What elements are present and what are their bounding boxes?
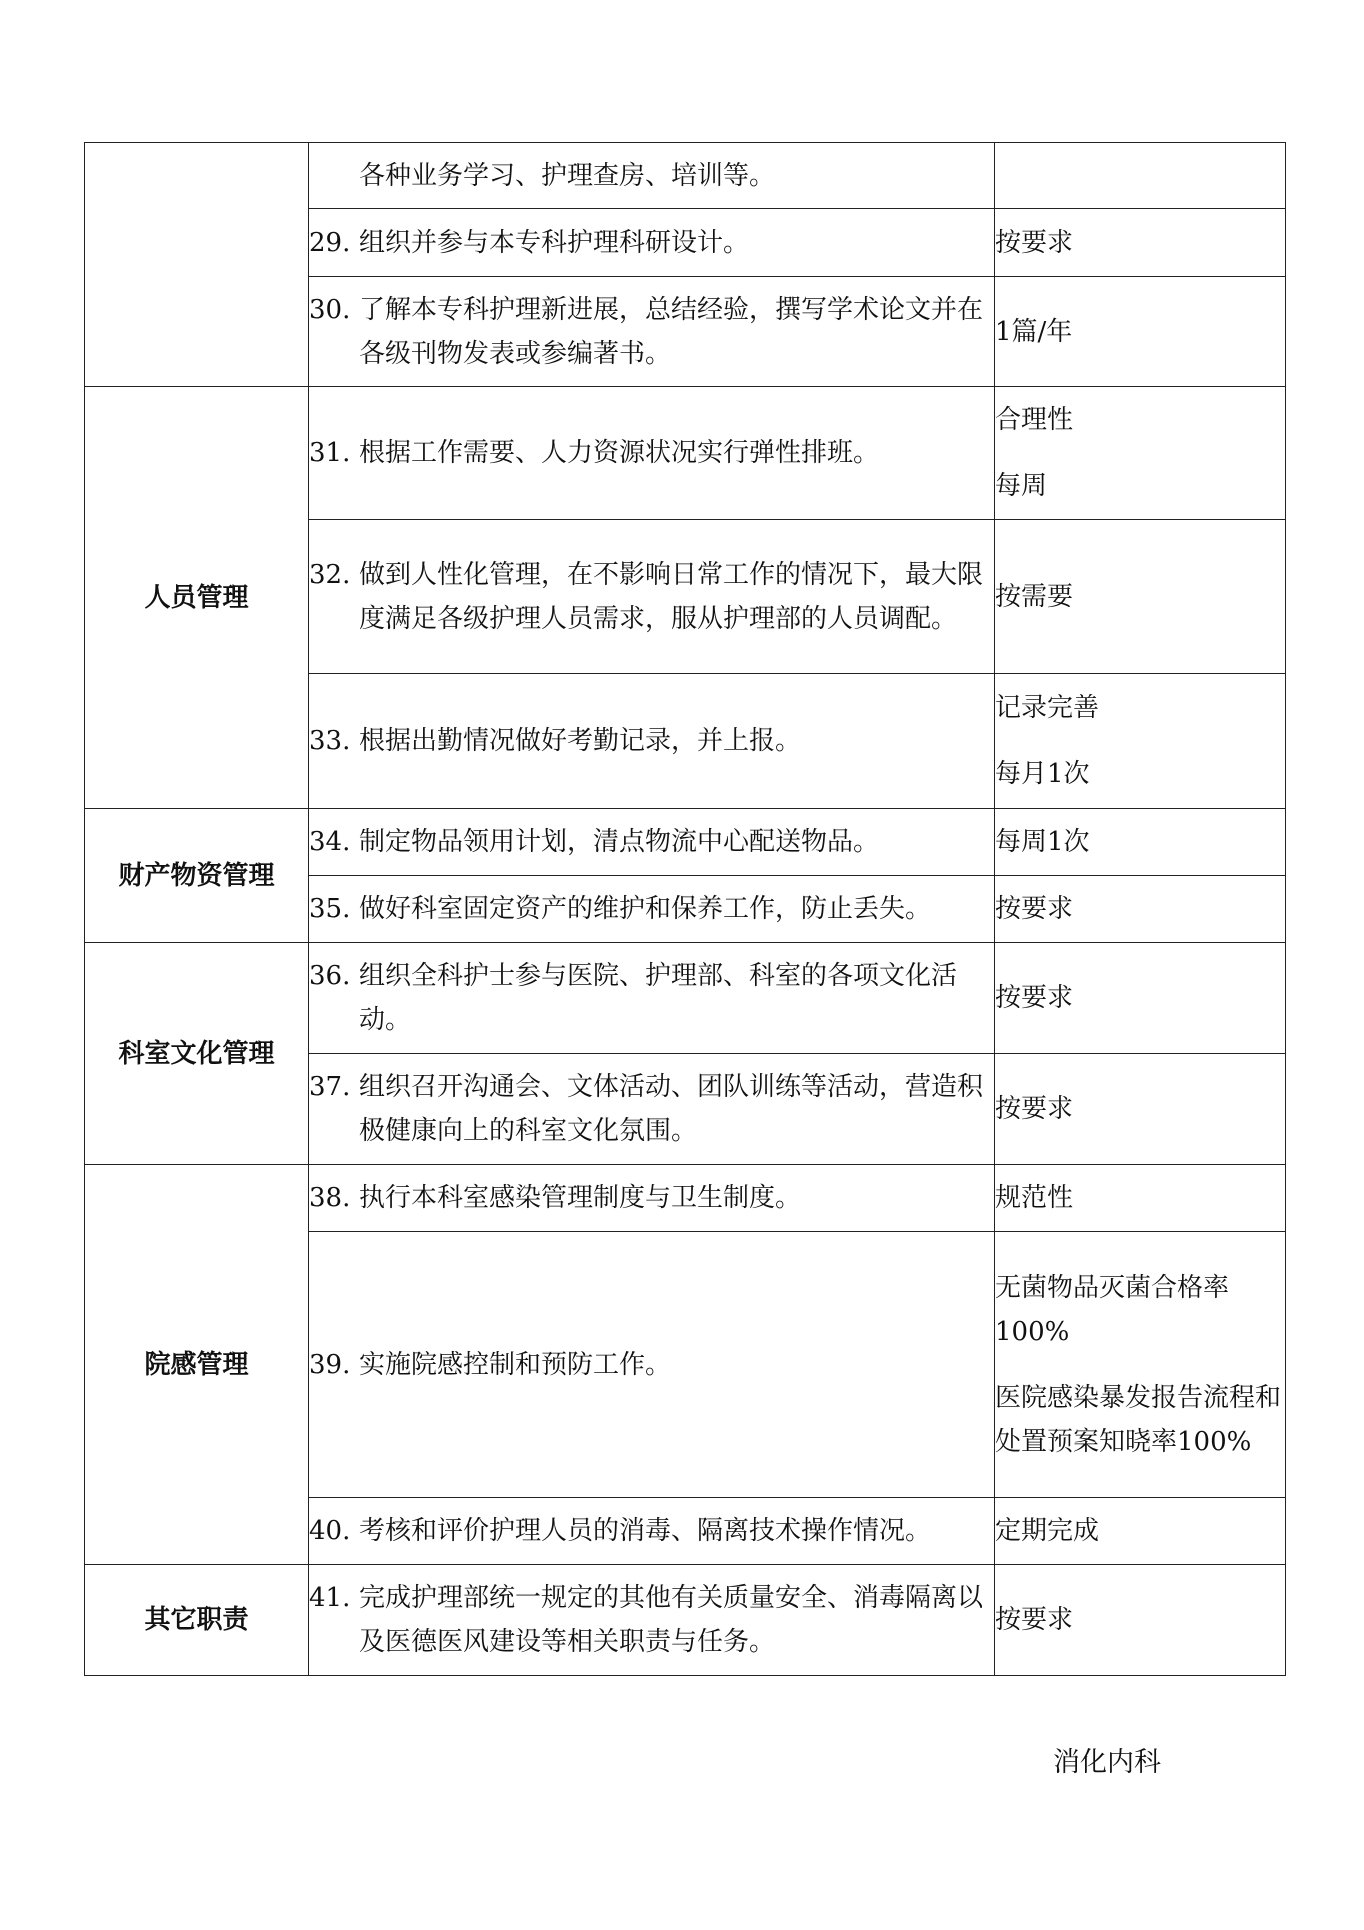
requirement-cell	[995, 1054, 1286, 1165]
table-row	[85, 143, 1286, 209]
duty-cell	[309, 876, 995, 943]
department-footer: 消化内科	[1053, 1747, 1161, 1778]
duty-text: 完成护理部统一规定的其他有关质量安全、消毒隔离以及医德医风建设等相关职责与任务。	[359, 1583, 984, 1657]
duty-cell	[309, 387, 995, 520]
duty-number: 35.	[309, 894, 351, 924]
table-row	[85, 1565, 1286, 1676]
requirement-cell	[995, 143, 1286, 209]
category-cell	[85, 143, 309, 387]
duty-text: 实施院感控制和预防工作。	[359, 1349, 672, 1380]
duties-table	[84, 142, 1286, 1676]
requirement-text: 按需要	[995, 581, 1074, 612]
duty-cell	[309, 143, 995, 209]
duty-number: 39.	[309, 1349, 351, 1380]
duty-number: 29.	[309, 227, 351, 258]
duty-number: 33.	[309, 726, 351, 756]
requirement-cell	[995, 1498, 1286, 1565]
duty-cell	[309, 520, 995, 674]
category-cell: 财产物资管理	[85, 809, 309, 943]
table-row	[85, 387, 1286, 520]
category-cell: 科室文化管理	[85, 943, 309, 1165]
requirement-text: 规范性	[995, 1183, 1074, 1213]
requirement-text: 按要求	[995, 894, 1074, 924]
duty-number: 30.	[309, 294, 351, 325]
duty-text: 各种业务学习、护理查房、培训等。	[359, 160, 776, 191]
requirement-text: 每周1次	[995, 827, 1090, 857]
requirement-cell	[995, 674, 1286, 809]
duty-text: 根据工作需要、人力资源状况实行弹性排班。	[359, 438, 880, 468]
table-row	[85, 809, 1286, 876]
requirement-text: 每周	[995, 471, 1048, 501]
requirement-cell	[995, 387, 1286, 520]
duty-text: 根据出勤情况做好考勤记录，并上报。	[359, 726, 802, 756]
requirement-text: 记录完善	[995, 693, 1100, 723]
duty-cell	[309, 1498, 995, 1565]
duty-cell	[309, 1565, 995, 1676]
requirement-text: 按要求	[995, 983, 1074, 1013]
duty-number: 31.	[309, 438, 351, 468]
category-cell: 人员管理	[85, 387, 309, 809]
duty-cell	[309, 674, 995, 809]
requirement-text: 医院感染暴发报告流程和处置预案知晓率100%	[995, 1382, 1282, 1457]
requirement-text: 按要求	[995, 227, 1074, 258]
duty-cell	[309, 943, 995, 1054]
duty-text: 了解本专科护理新进展，总结经验，撰写学术论文并在各级刊物发表或参编著书。	[359, 294, 984, 369]
duty-number: 37.	[309, 1072, 351, 1102]
requirement-cell	[995, 943, 1286, 1054]
duty-cell	[309, 1165, 995, 1232]
requirement-cell	[995, 1165, 1286, 1232]
requirement-cell	[995, 1232, 1286, 1498]
requirement-text: 定期完成	[995, 1516, 1100, 1546]
requirement-text: 合理性	[995, 405, 1074, 435]
requirement-cell	[995, 876, 1286, 943]
requirement-cell	[995, 809, 1286, 876]
duty-text: 考核和评价护理人员的消毒、隔离技术操作情况。	[359, 1516, 932, 1546]
table-row	[85, 1165, 1286, 1232]
duty-text: 做好科室固定资产的维护和保养工作，防止丢失。	[359, 894, 932, 924]
duty-cell	[309, 1232, 995, 1498]
requirement-cell	[995, 277, 1286, 387]
duty-text: 组织全科护士参与医院、护理部、科室的各项文化活动。	[359, 961, 958, 1035]
category-cell: 其它职责	[85, 1565, 309, 1676]
duty-cell	[309, 277, 995, 387]
duty-number: 34.	[309, 827, 351, 857]
duty-number	[309, 154, 359, 198]
category-cell: 院感管理	[85, 1165, 309, 1565]
requirement-text: 无菌物品灭菌合格率100%	[995, 1272, 1230, 1347]
duty-number: 38.	[309, 1183, 351, 1213]
duty-number: 36.	[309, 961, 351, 991]
requirement-text: 按要求	[995, 1094, 1074, 1124]
requirement-text: 每月1次	[995, 759, 1090, 789]
table-row	[85, 943, 1286, 1054]
requirement-cell	[995, 209, 1286, 277]
duty-cell	[309, 1054, 995, 1165]
duty-text: 组织召开沟通会、文体活动、团队训练等活动，营造积极健康向上的科室文化氛围。	[359, 1072, 984, 1146]
requirement-text: 按要求	[995, 1605, 1074, 1635]
duty-number: 40.	[309, 1516, 351, 1546]
requirement-cell	[995, 520, 1286, 674]
duty-cell	[309, 809, 995, 876]
requirement-text: 1篇/年	[995, 316, 1073, 347]
duty-text: 组织并参与本专科护理科研设计。	[359, 227, 750, 258]
duty-text: 制定物品领用计划，清点物流中心配送物品。	[359, 827, 880, 857]
duty-text: 做到人性化管理，在不影响日常工作的情况下，最大限度满足各级护理人员需求，服从护理部的人员调配。	[359, 559, 984, 634]
duty-text: 执行本科室感染管理制度与卫生制度。	[359, 1183, 802, 1213]
duty-number: 32.	[309, 559, 351, 590]
duty-number: 41.	[309, 1583, 351, 1613]
duty-cell	[309, 209, 995, 277]
requirement-cell	[995, 1565, 1286, 1676]
